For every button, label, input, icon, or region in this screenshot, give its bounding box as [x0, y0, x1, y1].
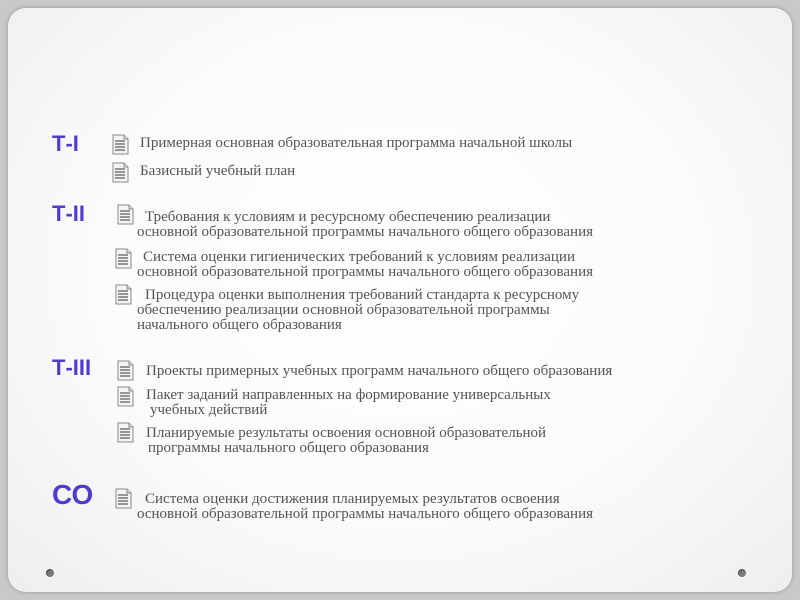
- document-icon: [117, 360, 134, 381]
- item-line: начального общего образования: [137, 317, 342, 333]
- list-item-t2-1: [137, 210, 593, 240]
- pin-dot: [738, 569, 746, 577]
- list-item-t1-1: [140, 136, 572, 151]
- document-icon: [117, 204, 134, 225]
- section-label-co: СО: [52, 479, 94, 510]
- item-line: Процедура оценки выполнения требований стандарта к ресурсному: [145, 287, 580, 303]
- document-icon: [115, 284, 132, 305]
- document-icon: [115, 248, 132, 269]
- item-line: обеспечению реализации основной образовательной программы: [137, 302, 550, 318]
- document-icon: [112, 162, 129, 183]
- section-label-t1: Т-I: [52, 131, 79, 156]
- list-item-t1-2: [140, 164, 295, 179]
- list-item-t3-2: [146, 388, 551, 418]
- item-line: учебных действий: [150, 402, 268, 418]
- item-line: основной образовательной программы начального общего образования: [137, 506, 594, 522]
- item-line: Система оценки гигиенических требований к условиям реализации: [143, 249, 575, 265]
- item-line: Проекты примерных учебных программ начального общего образования: [146, 363, 613, 379]
- section-label-t3: Т-III: [52, 355, 92, 380]
- item-line: Базисный учебный план: [140, 163, 296, 179]
- list-item-co-1: [137, 492, 593, 522]
- pin-dot: [46, 569, 54, 577]
- item-line: Требования к условиям и ресурсному обеспечению реализации: [145, 209, 551, 225]
- document-icon: [117, 386, 134, 407]
- item-line: программы начального общего образования: [148, 440, 429, 456]
- item-line: основной образовательной программы начального общего образования: [137, 224, 594, 240]
- document-icon: [115, 488, 132, 509]
- slide: [8, 8, 792, 592]
- list-item-t3-3: [146, 426, 546, 456]
- item-line: основной образовательной программы начального общего образования: [137, 264, 594, 280]
- item-line: Система оценки достижения планируемых результатов освоения: [145, 491, 560, 507]
- item-line: Планируемые результаты освоения основной образовательной: [146, 425, 547, 441]
- list-item-t3-1: [146, 364, 612, 379]
- document-icon: [112, 134, 129, 155]
- section-label-t2: Т-II: [52, 201, 85, 226]
- list-item-t2-3: [137, 288, 579, 333]
- item-line: Пакет заданий направленных на формирование универсальных: [146, 387, 551, 403]
- list-item-t2-2: [137, 250, 593, 280]
- item-line: Примерная основная образовательная программа начальной школы: [140, 135, 573, 151]
- document-icon: [117, 422, 134, 443]
